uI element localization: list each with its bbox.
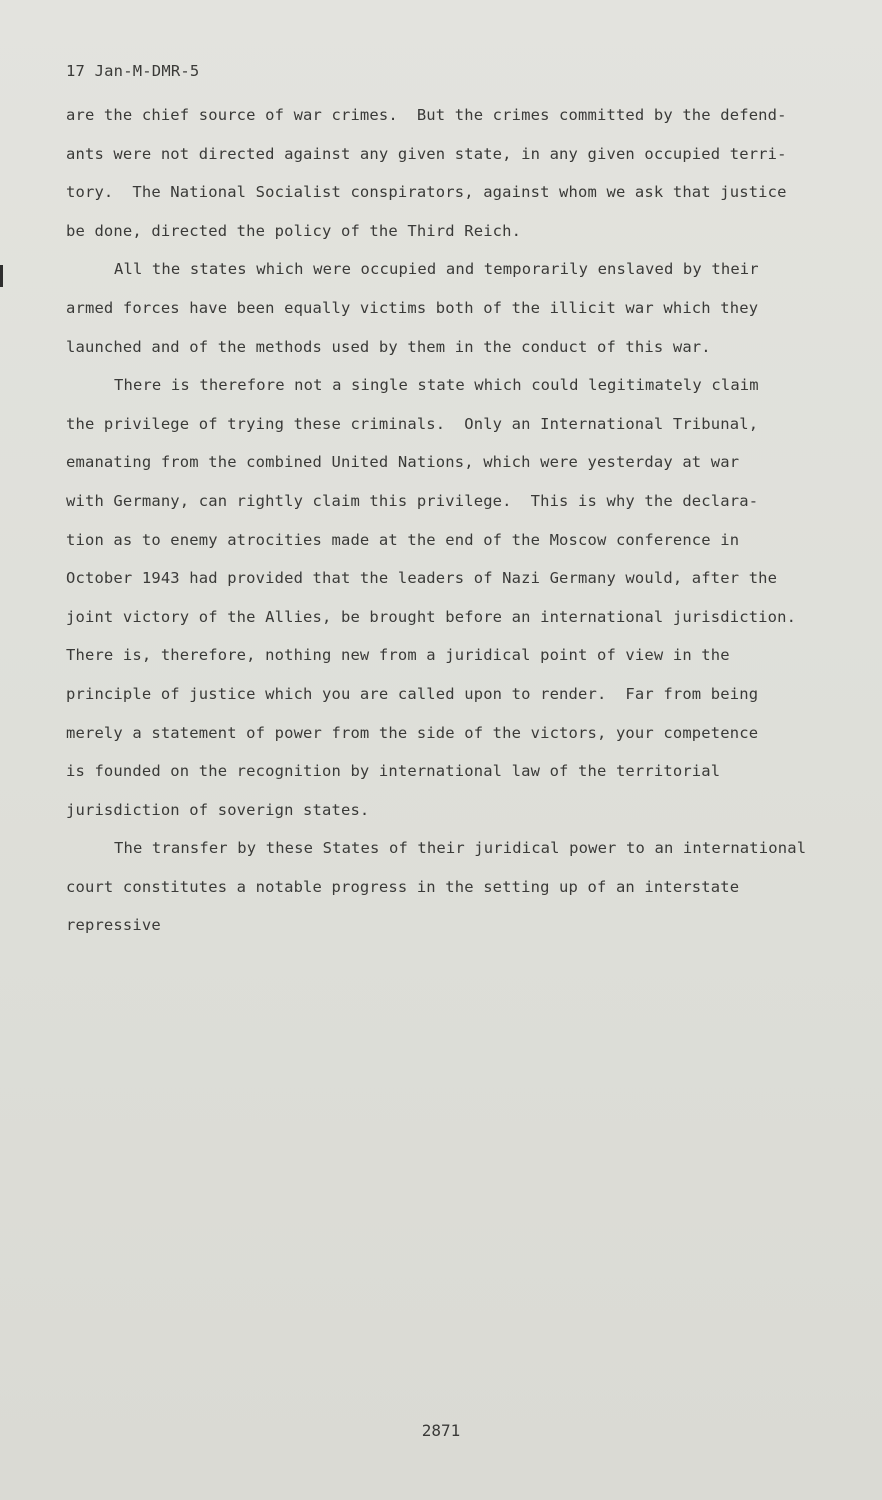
text-line: emanating from the combined United Nations, which were yesterday at war (66, 453, 740, 472)
text-line: the privilege of trying these criminals. Only an International Tribunal, (66, 414, 759, 433)
text-line: The transfer by these States of their juridical power to an international (114, 839, 807, 858)
typed-body-text (66, 96, 826, 945)
binding-edge-mark (0, 265, 3, 287)
text-line: armed forces have been equally victims both of the illicit war which they (66, 298, 759, 317)
text-line: October 1943 had provided that the leaders of Nazi Germany would, after the (66, 569, 778, 588)
text-line: court constitutes a notable progress in the setting up of an interstate (66, 877, 740, 896)
text-line: are the chief source of war crimes. But the crimes committed by the defend- (66, 106, 787, 124)
text-line: tory. The National Socialist conspirators, against whom we ask that justice (66, 183, 787, 202)
text-line: tion as to enemy atrocities made at the end of the Moscow conference in (66, 530, 740, 549)
text-line: principle of justice which you are called upon to render. Far from being (66, 684, 759, 703)
document-reference: 17 Jan-M-DMR-5 (66, 62, 200, 80)
text-line: There is therefore not a single state which could legitimately claim (114, 376, 759, 395)
text-line: with Germany, can rightly claim this privilege. This is why the declara- (66, 491, 759, 510)
text-line: be done, directed the policy of the Third Reich. (66, 221, 522, 240)
text-line: joint victory of the Allies, be brought before an international jurisdiction. (66, 607, 797, 626)
text-line: launched and of the methods used by them in the conduct of this war. (66, 337, 711, 356)
text-line: All the states which were occupied and temporarily enslaved by their (114, 260, 759, 279)
text-line: ants were not directed against any given state, in any given occupied terri- (66, 144, 787, 163)
text-line: There is, therefore, nothing new from a juridical point of view in the (66, 646, 730, 665)
text-line: jurisdiction of soverign states. (66, 800, 370, 819)
text-line: merely a statement of power from the side of the victors, your competence (66, 723, 759, 742)
text-line: repressive (66, 916, 161, 935)
page-number: 2871 (421, 1421, 461, 1440)
text-line: is founded on the recognition by international law of the territorial (66, 762, 721, 781)
